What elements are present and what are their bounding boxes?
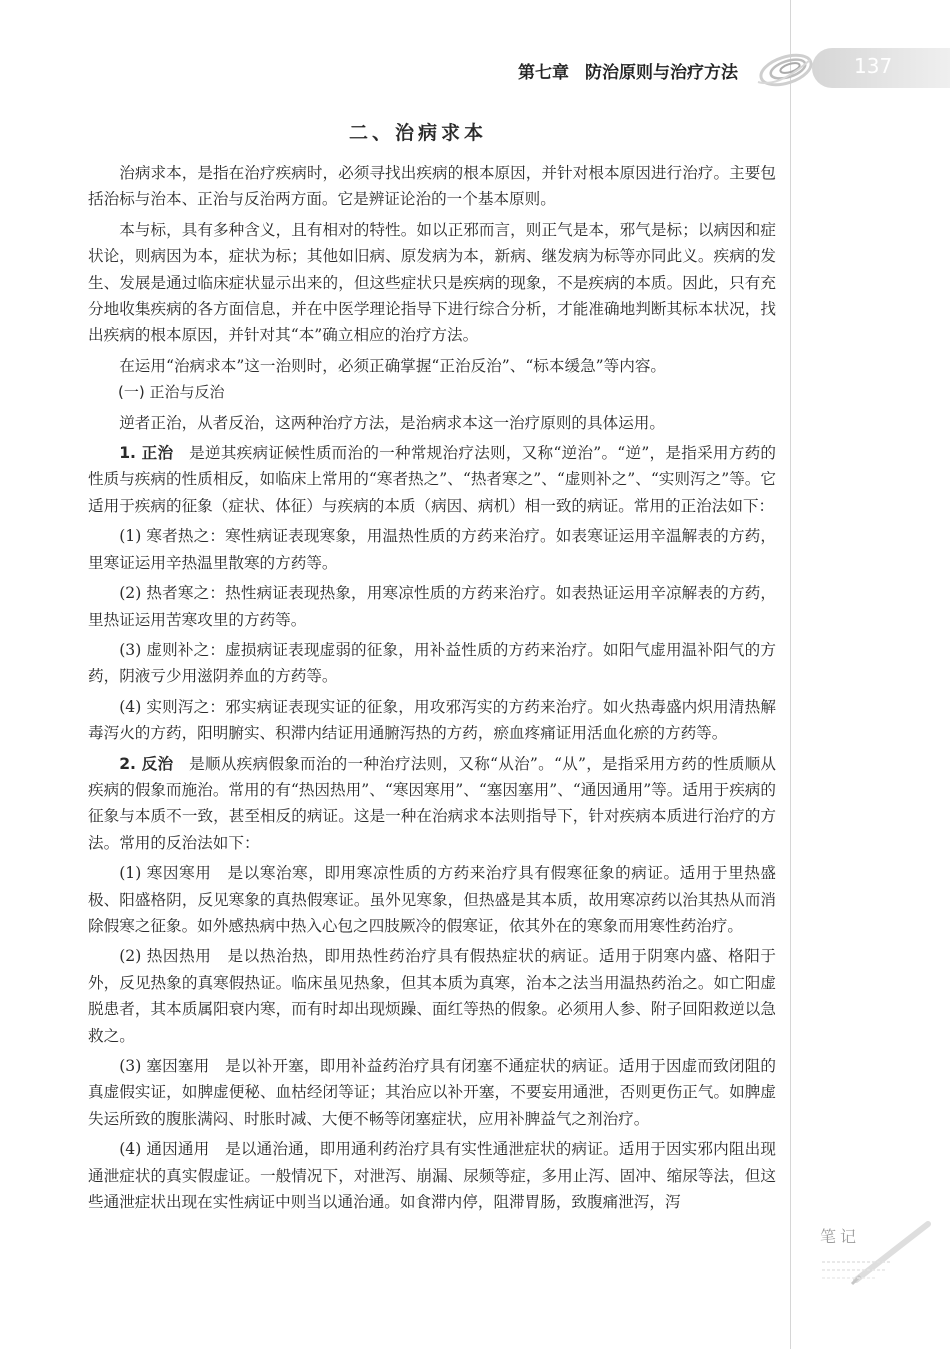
list-item: (3) 虚则补之：虚损病证表现虚弱的征象，用补益性质的方药来治疗。如阳气虚用温补阳气的方药，阴液亏少用滋阴养血的方药等。 [88,640,776,686]
list-item: (4) 通因通用 是以通治通，即用通利药治疗具有实性通泄症状的病证。适用于因实邪内阻出现通泄症状的真实假虚证。一般情况下，对泄泻、崩漏、尿频等症，多用止泻、固冲、缩尿等法，但这些通泄症状出现在实性病证中则当以通治通。如食滞内停，阻滞胃肠，致腹痛泄泻，泻 [88,1140,776,1212]
page-number-tab [812,48,950,88]
subsection-heading: (一) 正治与反治 [118,383,225,402]
paragraph: 逆者正治，从者反治，这两种治疗方法，是治病求本这一治疗原则的具体运用。 [119,413,665,432]
margin-rule [790,0,791,1349]
list-item: (2) 热者寒之：热性病证表现热象，用寒凉性质的方药来治疗。如表热证运用辛凉解表的方药，里热证运用苦寒攻里的方药等。 [88,584,776,629]
paragraph: 2. 反治 是顺从疾病假象而治的一种治疗法则，又称“从治”。“从”，是指采用方药的性质顺从疾病的假象而施治。常用的有“热因热用”、“寒因寒用”、“塞因塞用”、“通因通用”等。适用于疾病的征象与本质不一致，甚至相反的病证。这是一种在治病求本法则指导下，针对疾病本质进行治疗的方法。常用的反治法如下： [88,754,777,852]
list-item: (1) 寒因寒用 是以寒治寒，即用寒凉性质的方药来治疗具有假寒征象的病证。适用于里热盛极、阳盛格阴，反见寒象的真热假寒证。虽外见寒象，但热盛是其本质，故用寒凉药以治其热从而消除假寒之征象。如外感热病中热入心包之四肢厥冷的假寒证，依其外在的寒象而用寒性药治疗。 [88,864,776,935]
paragraph: 在运用“治病求本”这一治则时，必须正确掌握“正治反治”、“标本缓急”等内容。 [119,356,667,375]
paragraph: 1. 正治 是逆其疾病证候性质而治的一种常规治疗法则，又称“逆治”。“逆”，是指采用方药的性质与疾病的性质相反，如临床上常用的“寒者热之”、“热者寒之”、“虚则补之”、“实则泻之”等。它适用于疾病的征象（症状、体征）与疾病的本质（病因、病机）相一致的病证。常用的正治法如下： [88,444,777,515]
term-heading: 1. 正治 [119,444,174,463]
swirl-ornament-icon [752,48,814,92]
chapter-title: 防治原则与治疗方法 [585,63,738,83]
chapter-number: 第七章 [518,63,569,83]
notes-label: 笔记 [820,1227,861,1246]
paragraph: 本与标，具有多种含义，且有相对的特性。如以正邪而言，则正气是本，邪气是标；以病因和症状论，则病因为本，症状为标；其他如旧病、原发病为本，新病、继发病为标等亦同此义。疾病的发生、发展是通过临床症状显示出来的，但这些症状只是疾病的现象，不是疾病的本质。因此，只有充分地收集疾病的各方面信息，并在中医学理论指导下进行综合分析，才能准确地判断其标本状况，找出疾病的根本原因，并针对其“本”确立相应的治疗方法。 [88,220,776,345]
list-item: (3) 塞因塞用 是以补开塞，即用补益药治疗具有闭塞不通症状的病证。适用于因虚而致闭阻的真虚假实证，如脾虚便秘、血枯经闭等证；其治应以补开塞，不要妄用通泄，否则更伤正气。如脾虚失运所致的腹胀满闷、时胀时减、大便不畅等闭塞症状，应用补脾益气之剂治疗。 [88,1057,776,1128]
page-number: 137 [854,54,893,78]
list-item: (4) 实则泻之：邪实病证表现实证的征象，用攻邪泻实的方药来治疗。如火热毒盛内炽用清热解毒泻火的方药，阳明腑实、积滞内结证用通腑泻热的方药，瘀血疼痛证用活血化瘀的方药等。 [88,697,776,743]
margin-notes [816,1218,936,1298]
section-title: 二、治病求本 [348,122,487,144]
paragraph: 治病求本，是指在治疗疾病时，必须寻找出疾病的根本原因，并针对根本原因进行治疗。主要包括治标与治本、正治与反治两方面。它是辨证论治的一个基本原则。 [88,164,776,209]
header-chapter [518,58,738,83]
list-item: (1) 寒者热之：寒性病证表现寒象，用温热性质的方药来治疗。如表寒证运用辛温解表的方药，里寒证运用辛热温里散寒的方药等。 [88,527,776,572]
body-text [88,160,776,1215]
term-heading: 2. 反治 [119,754,174,773]
list-item: (2) 热因热用 是以热治热，即用热性药治疗具有假热症状的病证。适用于阴寒内盛、格阳于外，反见热象的真寒假热证。临床虽见热象，但其本质为真寒，治本之法当用温热药治之。如亡阳虚脱患者，其本质属阳衰内寒，而有时却出现烦躁、面红等热的假象。必须用人参、附子回阳救逆以急救之。 [88,947,776,1045]
running-header [0,48,950,92]
